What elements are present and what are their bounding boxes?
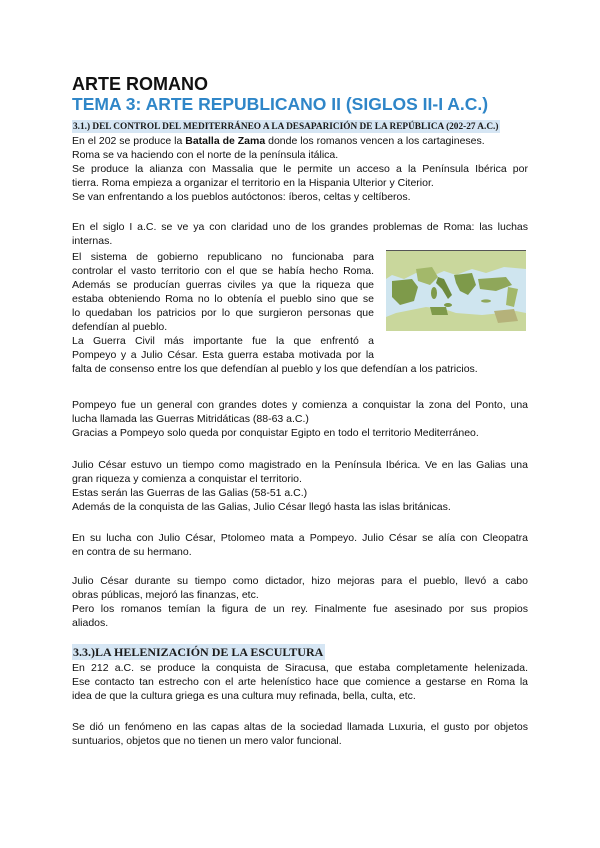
paragraph-line: Pompeyo y a Julio César. Esta guerra estaba motivada por la [72,349,374,361]
paragraph-line: Julio César durante su tiempo como dictador, hizo mejoras para el pueblo, llevó a cabo [72,575,528,587]
paragraph-line: Pompeyo fue un general con grandes dotes y comienza a conquistar la zona del Ponto, una [72,399,528,411]
paragraph-line: Además de la conquista de las Galias, Julio César llegó hasta las islas británicas. [72,501,451,513]
paragraph-line: Se van enfrentando a los pueblos autóctonos: íberos, celtas y celtíberos. [72,191,411,203]
paragraph-line: lo quedaban los patricios por lo que surgieron personas que [72,307,374,319]
paragraph-block [72,250,374,362]
paragraph-line: obras públicas, mejoró las finanzas, etc. [72,589,259,601]
lesson-title: TEMA 3: ARTE REPUBLICANO II (SIGLOS II-I A.C.) [72,94,489,114]
paragraph-block [72,458,528,514]
paragraph-line: En su lucha con Julio César, Ptolomeo mata a Pompeyo. Julio César se alía con Cleopatra [72,532,528,544]
paragraph-block [72,398,528,440]
paragraph-line: Gracias a Pompeyo solo queda por conquistar Egipto en todo el territorio Mediterráneo. [72,427,479,439]
paragraph-line: Ese contacto tan estrecho con el arte helenístico hace que comience a gestarse en Roma la [72,676,528,688]
bold-term: Batalla de Zama [185,135,266,147]
paragraph-line: gran riqueza y comienza a conquistar el territorio. [72,473,302,485]
paragraph-line: Se dió un fenómeno en las capas altas de la sociedad llamada Luxuria, el gusto por objetos [72,721,528,733]
paragraph-line: defendían al pueblo. [72,321,168,333]
paragraph-line: Roma se va haciendo con el norte de la península itálica. [72,149,339,161]
paragraph-block [72,220,528,248]
roman-republic-map-image [386,250,526,331]
paragraph-line: internas. [72,235,113,247]
paragraph-line: Julio César estuvo un tiempo como magistrado en la Península Ibérica. Ve en las Galias una [72,459,528,471]
paragraph-line: lucha llamada las Guerras Mitridáticas (88-63 a.C.) [72,413,309,425]
paragraph-block [72,531,528,559]
paragraph-line: aliados. [72,617,109,629]
paragraph-block [72,362,528,376]
paragraph-line: La Guerra Civil más importante fue la que enfrentó a [72,335,374,347]
paragraph-line: estaba obteniendo Roma no lo obtenía el pueblo sino que se [72,293,374,305]
paragraph-line: El sistema de gobierno republicano no funcionaba para [72,251,374,263]
paragraph-line: idea de que la cultura griega es una cultura muy refinada, bella, culta, etc. [72,690,416,702]
paragraph-line: falta de consenso entre los que defendían al pueblo y los que defendían a los patricios. [72,363,478,375]
paragraph-line: tierra. Roma empieza a organizar el territorio en la Hispania Ulterior y Citerior. [72,177,434,189]
paragraph-line: Estas serán las Guerras de las Galias (58-51 a.C.) [72,487,308,499]
paragraph-line: En el 202 se produce la Batalla de Zama donde los romanos vencen a los cartagineses. [72,135,485,147]
paragraph-line: suntuarios, objetos que no tienen un mero valor funcional. [72,735,342,747]
map-icon [386,251,526,331]
paragraph-line: Se produce la alianza con Massalia que le permite un acceso a la Península Ibérica por [72,163,528,175]
section-heading-3-1: 3.1.) DEL CONTROL DEL MEDITERRÁNEO A LA DESAPARICIÓN DE LA REPÚBLICA (202-27 A.C.) [73,122,499,132]
paragraph-line: Además se producían guerras civiles ya que la riqueza que [72,279,374,291]
paragraph-line: En 212 a.C. se produce la conquista de Siracusa, que estaba completamente helenizada. [72,662,528,674]
paragraph-block [72,574,528,630]
paragraph-line: controlar el vasto territorio con el que se había hecho Roma. [72,265,374,277]
paragraph-line: en contra de su hermano. [72,546,192,558]
paragraph-block [72,134,528,204]
paragraph-block [72,661,528,703]
document-title: ARTE ROMANO [72,74,208,94]
paragraph-block [72,720,528,748]
paragraph-line: En el siglo I a.C. se ve ya con claridad uno de los grandes problemas de Roma: las luchas [72,221,528,233]
paragraph-line: Pero los romanos temían la figura de un rey. Finalmente fue asesinado por sus propios [72,603,528,615]
section-heading-3-3: 3.3.)LA HELENIZACIÓN DE LA ESCULTURA [73,645,324,659]
